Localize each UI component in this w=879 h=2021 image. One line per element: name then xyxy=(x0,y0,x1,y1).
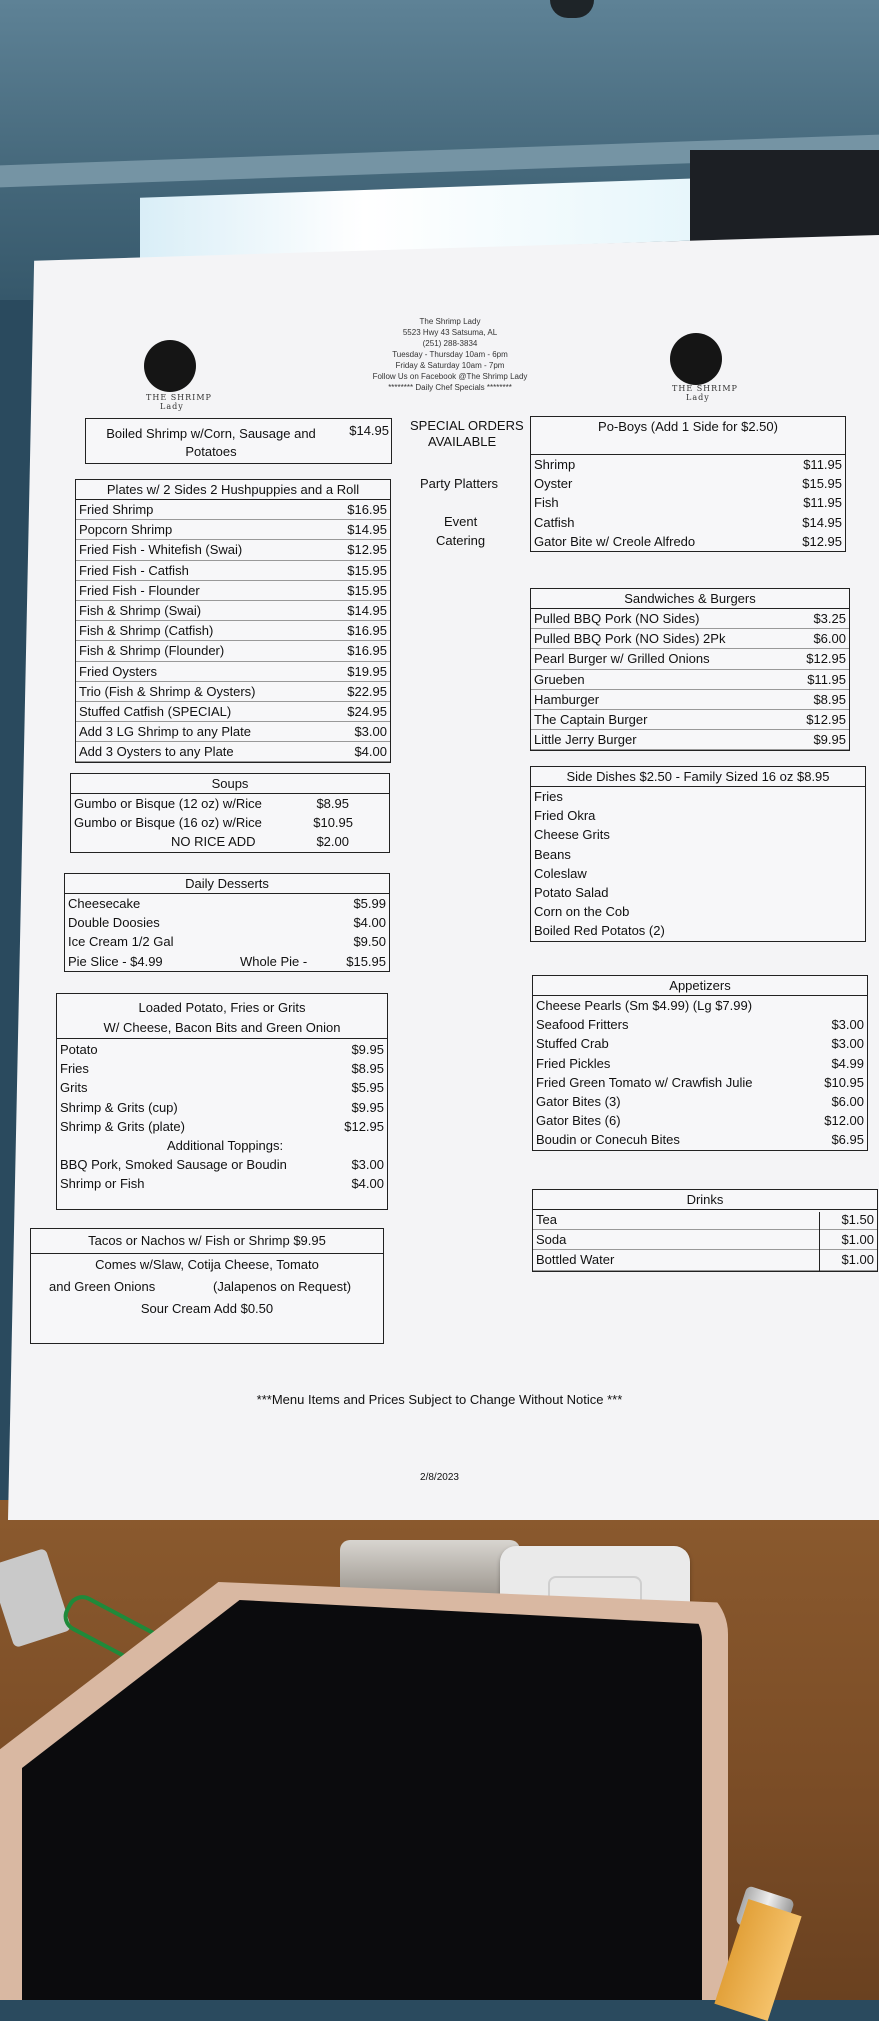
plate-row-price: $4.00 xyxy=(354,744,387,760)
shrimp-lady-logo-left xyxy=(144,340,196,392)
sandwich-row-name: Pulled BBQ Pork (NO Sides) 2Pk xyxy=(534,631,726,647)
price-notice: ***Menu Items and Prices Subject to Change Without Notice *** xyxy=(256,1392,623,1407)
phone-number: (251) 288-3834 xyxy=(422,339,478,348)
plate-row-price: $14.95 xyxy=(347,522,387,538)
poboy-row xyxy=(531,474,845,493)
plate-row-price: $22.95 xyxy=(347,683,387,699)
sandwich-row-price: $9.95 xyxy=(813,732,846,748)
sandwich-row xyxy=(531,649,849,669)
side-row-name: Coleslaw xyxy=(534,865,587,881)
plate-row xyxy=(76,500,390,520)
side-row xyxy=(531,902,865,921)
poboy-row-price: $15.95 xyxy=(802,476,842,492)
appetizer-row-price: $4.99 xyxy=(831,1055,864,1071)
sandwich-row-price: $12.95 xyxy=(806,651,846,667)
side-row-name: Fried Okra xyxy=(534,808,596,824)
soup-row: NO RICE ADD $2.00 xyxy=(171,834,349,850)
logo-sub-right: Lady xyxy=(686,393,710,402)
loaded-box xyxy=(56,993,388,1210)
plate-row-name: Fried Fish - Catfish xyxy=(79,562,189,578)
sandwich-row-price: $8.95 xyxy=(813,691,846,707)
sandwich-row xyxy=(531,730,849,750)
plate-row xyxy=(76,601,390,621)
address: 5523 Hwy 43 Satsuma, AL xyxy=(402,328,498,337)
plate-row xyxy=(76,662,390,682)
plate-row-name: Fish & Shrimp (Flounder) xyxy=(79,643,225,659)
desserts-box xyxy=(64,873,390,972)
tacos-title: Tacos or Nachos w/ Fish or Shrimp $9.95 xyxy=(88,1233,326,1248)
whole-pie: Whole Pie - xyxy=(240,953,308,969)
appetizer-row xyxy=(533,1015,867,1034)
poboy-row-name: Gator Bite w/ Creole Alfredo xyxy=(534,533,696,549)
plate-row xyxy=(76,540,390,560)
appetizer-row xyxy=(533,1130,867,1149)
special-event: Event xyxy=(444,514,478,529)
sandwich-row-name: Pearl Burger w/ Grilled Onions xyxy=(534,651,710,667)
appetizers-title: Appetizers xyxy=(533,976,867,996)
appetizer-row-name: Fried Green Tomato w/ Crawfish Julie xyxy=(536,1074,753,1090)
appetizer-row-name: Boudin or Conecuh Bites xyxy=(536,1132,680,1148)
appetizer-row-name: Cheese Pearls (Sm $4.99) (Lg $7.99) xyxy=(536,998,753,1013)
loaded-row: Potato $9.95 xyxy=(60,1042,384,1057)
sandwiches-title: Sandwiches & Burgers xyxy=(531,589,849,609)
plate-row xyxy=(76,722,390,742)
appetizer-row xyxy=(533,1073,867,1092)
dessert-row: Cheesecake $5.99 xyxy=(68,896,386,911)
sandwich-row xyxy=(531,629,849,649)
logo-text-right: THE SHRIMP xyxy=(672,384,738,393)
sides-title: Side Dishes $2.50 - Family Sized 16 oz $8.95 xyxy=(531,767,865,787)
appetizer-row-price: $3.00 xyxy=(831,1017,864,1033)
tacos-jalapenos: (Jalapenos on Request) xyxy=(213,1279,352,1294)
plates-title: Plates w/ 2 Sides 2 Hushpuppies and a Roll xyxy=(76,480,390,500)
poboys-box xyxy=(530,416,846,552)
plate-row xyxy=(76,621,390,641)
appetizer-row xyxy=(533,1111,867,1130)
sandwich-row xyxy=(531,710,849,730)
poboy-row-price: $12.95 xyxy=(802,533,842,549)
sandwich-row xyxy=(531,670,849,690)
facebook-line: Follow Us on Facebook @The Shrimp Lady xyxy=(372,372,528,381)
side-row xyxy=(531,845,865,864)
side-row xyxy=(531,825,865,844)
plate-row-price: $15.95 xyxy=(347,582,387,598)
sandwich-row-name: Hamburger xyxy=(534,691,600,707)
logo-text-left: THE SHRIMP xyxy=(146,393,212,402)
sandwich-row-price: $3.25 xyxy=(813,611,846,626)
plate-row xyxy=(76,742,390,762)
drink-row-price: $1.50 xyxy=(841,1212,874,1227)
sandwich-row xyxy=(531,609,849,629)
appetizer-row xyxy=(533,1034,867,1053)
poboy-row-price: $14.95 xyxy=(802,514,842,530)
loaded-row: Shrimp & Grits (cup) $9.95 xyxy=(60,1099,384,1115)
sandwich-row-price: $11.95 xyxy=(807,671,846,687)
appetizer-row-name: Seafood Fritters xyxy=(536,1017,629,1033)
side-row xyxy=(531,806,865,825)
plate-row-name: Fried Fish - Whitefish (Swai) xyxy=(79,542,243,558)
plate-row xyxy=(76,682,390,702)
poboys-title: Po-Boys (Add 1 Side for $2.50) xyxy=(531,417,845,455)
drink-row-price: $1.00 xyxy=(841,1232,874,1248)
side-row-name: Fries xyxy=(534,789,563,804)
appetizer-row-name: Stuffed Crab xyxy=(536,1036,609,1052)
hours-weekday: Tuesday - Thursday 10am - 6pm xyxy=(392,350,508,359)
soup-row: Gumbo or Bisque (12 oz) w/Rice $8.95 xyxy=(74,796,349,811)
sandwich-row-name: Pulled BBQ Pork (NO Sides) xyxy=(534,611,700,626)
plate-row xyxy=(76,561,390,581)
topping-row: Shrimp or Fish $4.00 xyxy=(60,1176,384,1192)
plate-row-name: Add 3 Oysters to any Plate xyxy=(79,744,234,760)
side-row-name: Boiled Red Potatos (2) xyxy=(534,923,665,939)
tacos-line2: and Green Onions xyxy=(49,1279,156,1294)
drinks-box xyxy=(532,1189,878,1272)
toppings-title-row: Additional Toppings: xyxy=(167,1137,284,1153)
logo-sub-left: Lady xyxy=(160,402,184,411)
poboy-row xyxy=(531,532,845,551)
tacos-line1: Comes w/Slaw, Cotija Cheese, Tomato xyxy=(95,1257,319,1272)
poboy-row xyxy=(531,493,845,512)
soups-box xyxy=(70,773,390,853)
plates-box xyxy=(75,479,391,763)
appetizer-row-price: $6.95 xyxy=(831,1132,864,1148)
hours-weekend: Friday & Saturday 10am - 7pm xyxy=(395,361,505,370)
plate-row-name: Fried Oysters xyxy=(79,663,158,679)
drink-row-price: $1.00 xyxy=(841,1252,874,1268)
sandwich-row-price: $6.00 xyxy=(813,631,846,647)
pie-row xyxy=(65,952,389,971)
appetizer-row xyxy=(533,1092,867,1111)
appetizers-box xyxy=(532,975,868,1151)
plate-row-price: $16.95 xyxy=(347,502,387,517)
appetizer-row xyxy=(533,996,867,1015)
plate-row-name: Stuffed Catfish (SPECIAL) xyxy=(79,703,232,719)
menu-date: 2/8/2023 xyxy=(420,1472,459,1483)
poboy-row-name: Fish xyxy=(534,495,559,511)
sandwich-row-name: The Captain Burger xyxy=(534,711,648,727)
side-row xyxy=(531,864,865,883)
plate-row-name: Popcorn Shrimp xyxy=(79,522,173,538)
loaded-row: Shrimp & Grits (plate) $12.95 xyxy=(60,1118,384,1134)
sides-box xyxy=(530,766,866,942)
appetizer-row-name: Fried Pickles xyxy=(536,1055,611,1071)
plate-row-price: $24.95 xyxy=(347,703,387,719)
side-row xyxy=(531,921,865,940)
appetizer-row-price: $6.00 xyxy=(831,1093,864,1109)
appetizer-row-name: Gator Bites (3) xyxy=(536,1093,621,1109)
drink-row-name: Bottled Water xyxy=(536,1252,615,1268)
tacos-line3: Sour Cream Add $0.50 xyxy=(140,1301,274,1316)
plate-row-name: Fish & Shrimp (Swai) xyxy=(79,602,202,618)
poboy-row-name: Shrimp xyxy=(534,457,576,472)
side-row-name: Potato Salad xyxy=(534,884,609,900)
drink-row xyxy=(533,1250,877,1270)
appetizer-row-price: $12.00 xyxy=(824,1113,864,1129)
whole-pie-price: $15.95 xyxy=(346,953,386,969)
side-row xyxy=(531,787,865,806)
plate-row xyxy=(76,702,390,722)
plate-row-name: Fried Fish - Flounder xyxy=(79,582,200,598)
special-catering: Catering xyxy=(436,533,486,548)
special-orders-line2: AVAILABLE xyxy=(428,434,497,449)
daily-specials-line: ******** Daily Chef Specials ******** xyxy=(388,383,512,392)
drink-row xyxy=(533,1210,877,1230)
poboy-row-name: Catfish xyxy=(534,514,575,530)
side-row-name: Cheese Grits xyxy=(534,827,610,843)
boiled-shrimp-name: Boiled Shrimp w/Corn, Sausage and Potatoes xyxy=(106,426,316,459)
plate-row-price: $15.95 xyxy=(347,562,387,578)
special-orders-line1: SPECIAL ORDERS xyxy=(410,418,524,433)
poboy-row-price: $11.95 xyxy=(803,457,842,472)
plate-row-name: Fish & Shrimp (Catfish) xyxy=(79,623,214,639)
poboy-row xyxy=(531,513,845,532)
topping-row: BBQ Pork, Smoked Sausage or Boudin $3.00 xyxy=(60,1157,384,1173)
poboy-row xyxy=(531,455,845,474)
sandwich-row-name: Grueben xyxy=(534,671,585,687)
drinks-title: Drinks xyxy=(533,1190,877,1210)
sandwich-row-name: Little Jerry Burger xyxy=(534,732,637,748)
loaded-title2: W/ Cheese, Bacon Bits and Green Onion xyxy=(103,1020,341,1035)
soups-title: Soups xyxy=(71,774,389,794)
appetizer-row-name: Gator Bites (6) xyxy=(536,1113,621,1129)
poboy-row-price: $11.95 xyxy=(803,495,842,511)
appetizer-row-price: $10.95 xyxy=(824,1074,864,1090)
pie-slice: Pie Slice - $4.99 xyxy=(68,953,163,969)
plate-row-price: $3.00 xyxy=(354,724,387,740)
plate-row-price: $16.95 xyxy=(347,643,387,659)
side-row-name: Corn on the Cob xyxy=(534,904,630,920)
drink-row xyxy=(533,1230,877,1250)
plate-row-price: $16.95 xyxy=(347,623,387,639)
plate-row-price: $19.95 xyxy=(347,663,387,679)
desserts-title: Daily Desserts xyxy=(65,874,389,894)
loaded-row: Grits $5.95 xyxy=(60,1080,384,1096)
plate-row xyxy=(76,581,390,601)
plate-row-price: $14.95 xyxy=(347,602,387,618)
side-row-name: Beans xyxy=(534,846,571,862)
plate-row-name: Add 3 LG Shrimp to any Plate xyxy=(79,724,251,740)
plate-row-name: Trio (Fish & Shrimp & Oysters) xyxy=(79,683,256,699)
appetizer-row-price: $3.00 xyxy=(831,1036,864,1052)
loaded-row: Fries $8.95 xyxy=(60,1061,384,1077)
loaded-title1: Loaded Potato, Fries or Grits xyxy=(138,1000,306,1015)
special-party-platters: Party Platters xyxy=(420,476,499,491)
plate-row xyxy=(76,520,390,540)
drink-row-name: Tea xyxy=(536,1212,557,1227)
drink-row-name: Soda xyxy=(536,1232,567,1248)
business-name: The Shrimp Lady xyxy=(419,317,481,326)
sandwich-row-price: $12.95 xyxy=(806,711,846,727)
plate-row-price: $12.95 xyxy=(347,542,387,558)
boiled-shrimp-price: $14.95 xyxy=(349,423,389,438)
tacos-box xyxy=(30,1228,384,1344)
dessert-row: Ice Cream 1/2 Gal $9.50 xyxy=(68,934,386,950)
appetizer-row xyxy=(533,1054,867,1073)
sandwich-row xyxy=(531,690,849,710)
poboy-row-name: Oyster xyxy=(534,476,573,492)
boiled-shrimp-box xyxy=(85,418,392,464)
soup-row: Gumbo or Bisque (16 oz) w/Rice $10.95 xyxy=(74,815,353,831)
dessert-row: Double Doosies $4.00 xyxy=(68,915,386,931)
cylinder-object xyxy=(340,1540,520,1596)
side-row xyxy=(531,883,865,902)
shrimp-lady-logo-right xyxy=(670,333,722,385)
plate-row xyxy=(76,641,390,661)
plate-row-name: Fried Shrimp xyxy=(79,502,154,517)
sandwiches-box xyxy=(530,588,850,751)
